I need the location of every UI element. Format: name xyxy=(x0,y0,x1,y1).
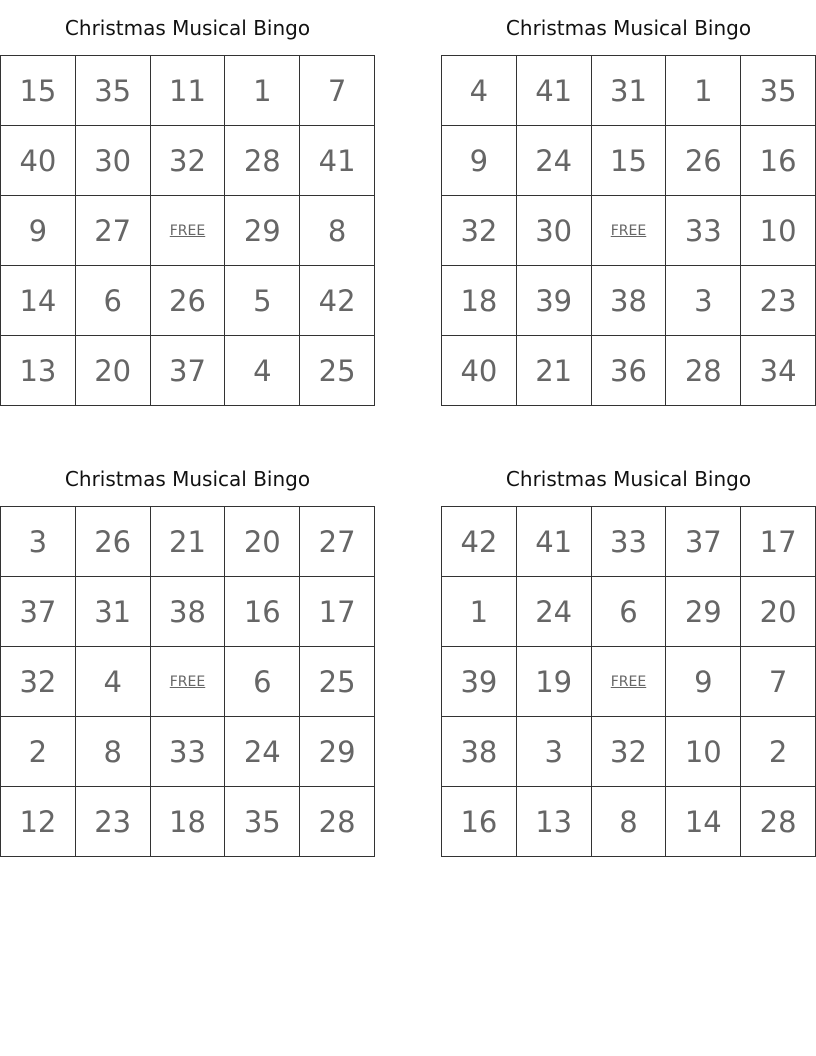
bingo-cell: 20 xyxy=(225,507,300,577)
bingo-cell: 25 xyxy=(300,336,375,406)
bingo-cell: 15 xyxy=(592,126,667,196)
bingo-cell: 27 xyxy=(300,507,375,577)
bingo-cell: 17 xyxy=(300,577,375,647)
bingo-cell: 32 xyxy=(1,647,76,717)
bingo-cell: 37 xyxy=(151,336,226,406)
bingo-cell: 35 xyxy=(225,787,300,857)
bingo-cell: 10 xyxy=(741,196,816,266)
bingo-cell: 3 xyxy=(1,507,76,577)
bingo-cell: 42 xyxy=(442,507,517,577)
bingo-cell: 25 xyxy=(300,647,375,717)
bingo-cell: 4 xyxy=(225,336,300,406)
bingo-cell: 41 xyxy=(517,56,592,126)
bingo-cell: 16 xyxy=(225,577,300,647)
bingo-cell: 40 xyxy=(1,126,76,196)
bingo-cell: 16 xyxy=(741,126,816,196)
bingo-cell: 11 xyxy=(151,56,226,126)
bingo-cell: 6 xyxy=(225,647,300,717)
bingo-cell: 26 xyxy=(666,126,741,196)
bingo-cell: 41 xyxy=(300,126,375,196)
bingo-cell: 32 xyxy=(442,196,517,266)
bingo-cell: 33 xyxy=(666,196,741,266)
bingo-cell: 6 xyxy=(76,266,151,336)
bingo-cell: 26 xyxy=(151,266,226,336)
bingo-cell: 9 xyxy=(442,126,517,196)
bingo-cell: 21 xyxy=(517,336,592,406)
bingo-cell: 7 xyxy=(741,647,816,717)
bingo-cell: 36 xyxy=(592,336,667,406)
card-title: Christmas Musical Bingo xyxy=(505,16,752,40)
bingo-cell: 14 xyxy=(1,266,76,336)
bingo-grid xyxy=(441,506,816,857)
bingo-cell: 20 xyxy=(76,336,151,406)
free-space-cell xyxy=(592,196,667,266)
bingo-card-2 xyxy=(441,13,816,406)
bingo-cell: 31 xyxy=(592,56,667,126)
bingo-cell: 35 xyxy=(741,56,816,126)
bingo-cell: 13 xyxy=(517,787,592,857)
bingo-cell: 3 xyxy=(666,266,741,336)
bingo-cell: 21 xyxy=(151,507,226,577)
bingo-grid xyxy=(0,506,375,857)
bingo-cell: 38 xyxy=(151,577,226,647)
bingo-cell: 41 xyxy=(517,507,592,577)
bingo-cell: 42 xyxy=(300,266,375,336)
bingo-cell: 24 xyxy=(517,126,592,196)
bingo-cell: 31 xyxy=(76,577,151,647)
bingo-cell: 24 xyxy=(517,577,592,647)
bingo-grid xyxy=(0,55,375,406)
bingo-cell: 8 xyxy=(76,717,151,787)
bingo-cell: 7 xyxy=(300,56,375,126)
bingo-cell: 12 xyxy=(1,787,76,857)
bingo-cell: 1 xyxy=(442,577,517,647)
bingo-cell: 19 xyxy=(517,647,592,717)
bingo-cell: 4 xyxy=(76,647,151,717)
bingo-cell: 3 xyxy=(517,717,592,787)
bingo-cell: 23 xyxy=(741,266,816,336)
bingo-cell: 38 xyxy=(442,717,517,787)
bingo-cell: 27 xyxy=(76,196,151,266)
free-space-cell xyxy=(151,647,226,717)
bingo-cell: 16 xyxy=(442,787,517,857)
bingo-grid xyxy=(441,55,816,406)
bingo-cell: 18 xyxy=(442,266,517,336)
bingo-cell: 28 xyxy=(666,336,741,406)
bingo-cell: 28 xyxy=(741,787,816,857)
bingo-cell: 15 xyxy=(1,56,76,126)
bingo-cell: 20 xyxy=(741,577,816,647)
card-title: Christmas Musical Bingo xyxy=(64,467,311,491)
bingo-cell: 2 xyxy=(1,717,76,787)
bingo-cell: 33 xyxy=(592,507,667,577)
bingo-cell: 14 xyxy=(666,787,741,857)
bingo-card-4 xyxy=(441,464,816,857)
bingo-cell: 29 xyxy=(300,717,375,787)
bingo-cell: 39 xyxy=(442,647,517,717)
card-title: Christmas Musical Bingo xyxy=(64,16,311,40)
free-space-cell xyxy=(151,196,226,266)
bingo-cell: 4 xyxy=(442,56,517,126)
bingo-cell: 32 xyxy=(151,126,226,196)
free-space-label: FREE xyxy=(610,673,647,690)
card-title: Christmas Musical Bingo xyxy=(505,467,752,491)
bingo-cell: 9 xyxy=(1,196,76,266)
bingo-cell: 8 xyxy=(592,787,667,857)
bingo-cell: 2 xyxy=(741,717,816,787)
bingo-cell: 9 xyxy=(666,647,741,717)
bingo-cell: 17 xyxy=(741,507,816,577)
bingo-cell: 13 xyxy=(1,336,76,406)
bingo-cell: 38 xyxy=(592,266,667,336)
bingo-cell: 23 xyxy=(76,787,151,857)
bingo-cell: 35 xyxy=(76,56,151,126)
bingo-cell: 30 xyxy=(517,196,592,266)
bingo-cell: 28 xyxy=(300,787,375,857)
bingo-cell: 30 xyxy=(76,126,151,196)
bingo-cell: 5 xyxy=(225,266,300,336)
bingo-cell: 6 xyxy=(592,577,667,647)
free-space-label: FREE xyxy=(610,222,647,239)
bingo-cell: 1 xyxy=(666,56,741,126)
bingo-cell: 40 xyxy=(442,336,517,406)
bingo-cell: 29 xyxy=(225,196,300,266)
bingo-cell: 29 xyxy=(666,577,741,647)
bingo-cell: 37 xyxy=(666,507,741,577)
bingo-card-1 xyxy=(0,13,375,406)
free-space-cell xyxy=(592,647,667,717)
bingo-cell: 32 xyxy=(592,717,667,787)
free-space-label: FREE xyxy=(169,222,206,239)
bingo-cell: 28 xyxy=(225,126,300,196)
bingo-cell: 18 xyxy=(151,787,226,857)
bingo-cell: 24 xyxy=(225,717,300,787)
bingo-cell: 37 xyxy=(1,577,76,647)
bingo-card-3 xyxy=(0,464,375,857)
bingo-cell: 39 xyxy=(517,266,592,336)
free-space-label: FREE xyxy=(169,673,206,690)
bingo-cell: 33 xyxy=(151,717,226,787)
bingo-cell: 34 xyxy=(741,336,816,406)
bingo-cell: 8 xyxy=(300,196,375,266)
bingo-cell: 10 xyxy=(666,717,741,787)
bingo-cell: 1 xyxy=(225,56,300,126)
bingo-cell: 26 xyxy=(76,507,151,577)
